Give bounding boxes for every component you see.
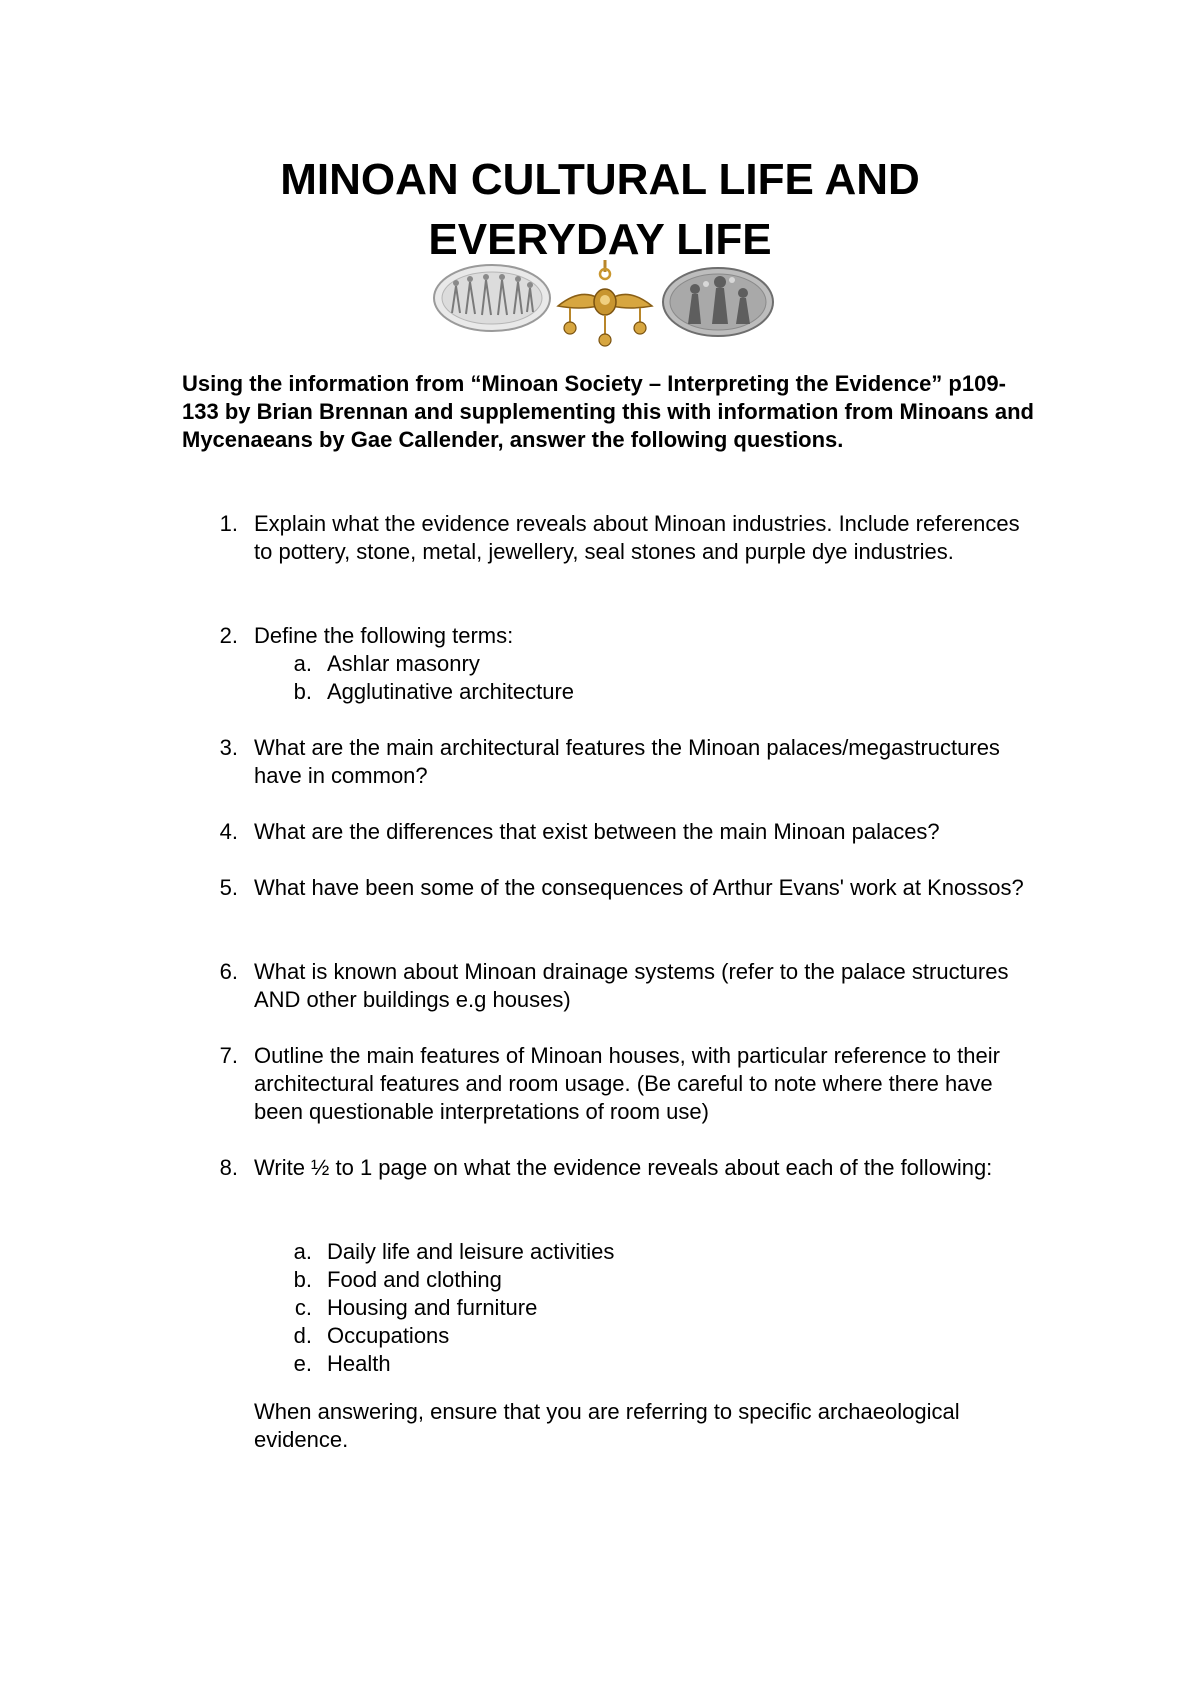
instructions-paragraph: Using the information from “Minoan Society – Interpreting the Evidence” p109-133 by Brian Brennan and supplementing this with information from Minoans and Mycenaeans by Gae Callender, answer the following questions. bbox=[182, 371, 1034, 452]
question-number: 8. bbox=[219, 1155, 238, 1180]
question-number: 2. bbox=[219, 623, 238, 648]
sub-item-text: Agglutinative architecture bbox=[327, 679, 575, 704]
question-number: 4. bbox=[219, 819, 238, 844]
sub-item-letter: a. bbox=[293, 651, 312, 676]
question-number: 7. bbox=[219, 1043, 238, 1068]
question-text: Explain what the evidence reveals about Minoan industries. Include references to pottery, stone, metal, jewellery, seal stones and purple dye industries. bbox=[254, 511, 1020, 564]
question-text: Outline the main features of Minoan houses, with particular reference to their architectural features and room usage. (Be careful to note where there have been questionable interpretations of room use) bbox=[254, 1043, 1000, 1124]
sub-item-letter: c. bbox=[294, 1295, 312, 1320]
title-line-1: MINOAN CULTURAL LIFE AND bbox=[280, 155, 920, 204]
question-number: 3. bbox=[219, 735, 238, 760]
question-text: What have been some of the consequences of Arthur Evans' work at Knossos? bbox=[254, 875, 1024, 900]
question-number: 5. bbox=[219, 875, 238, 900]
sub-item-text: Daily life and leisure activities bbox=[327, 1239, 615, 1264]
sub-item-text: Occupations bbox=[327, 1323, 450, 1348]
question-text: Define the following terms: bbox=[254, 623, 514, 648]
question-text: Write ½ to 1 page on what the evidence reveals about each of the following: bbox=[254, 1155, 993, 1180]
sub-item-text: Housing and furniture bbox=[327, 1295, 538, 1320]
question-text: What is known about Minoan drainage systems (refer to the palace structures AND other buildings e.g houses) bbox=[254, 959, 1009, 1012]
title-line-2: EVERYDAY LIFE bbox=[428, 215, 772, 264]
sub-item-text: Health bbox=[327, 1351, 391, 1376]
closing-note: When answering, ensure that you are referring to specific archaeological evidence. bbox=[254, 1399, 960, 1452]
sub-item-letter: a. bbox=[293, 1239, 312, 1264]
sub-item-letter: e. bbox=[293, 1351, 312, 1376]
question-text: What are the main architectural features the Minoan palaces/megastructures have in common? bbox=[254, 735, 1000, 788]
sub-item-text: Food and clothing bbox=[327, 1267, 502, 1292]
question-number: 1. bbox=[219, 511, 238, 536]
sub-item-letter: b. bbox=[293, 679, 312, 704]
sub-item-text: Ashlar masonry bbox=[327, 651, 480, 676]
sub-item-letter: d. bbox=[293, 1323, 312, 1348]
question-number: 6. bbox=[219, 959, 238, 984]
question-text: What are the differences that exist between the main Minoan palaces? bbox=[254, 819, 940, 844]
sub-item-letter: b. bbox=[293, 1267, 312, 1292]
